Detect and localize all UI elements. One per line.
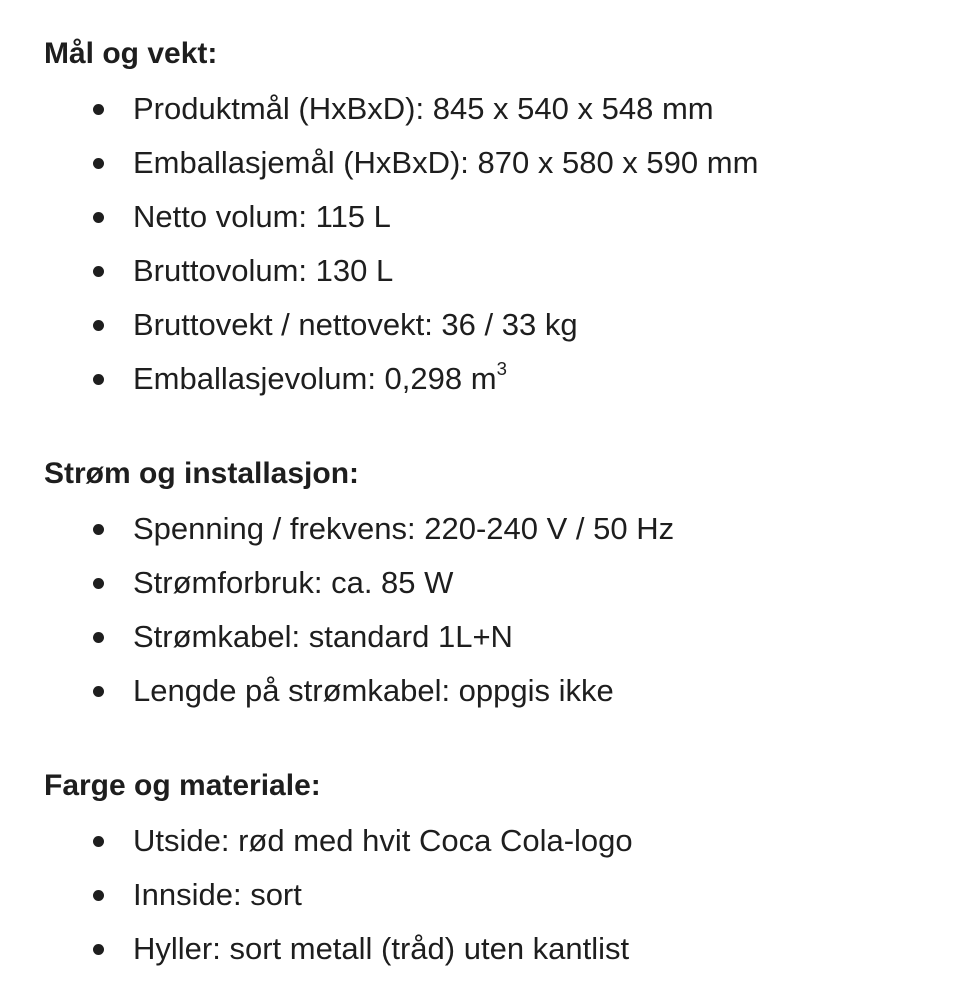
item-text: Bruttovekt / nettovekt: 36 / 33 kg: [133, 307, 578, 342]
item-text: Innside: sort: [133, 877, 302, 912]
list-item: [44, 136, 960, 190]
item-text: Utside: rød med hvit Coca Cola-logo: [133, 823, 633, 858]
section-color-material: [44, 762, 960, 976]
list-item: [44, 298, 960, 352]
list-item: [44, 82, 960, 136]
section-title: Strøm og installasjon:: [44, 457, 360, 490]
spec-list: [44, 502, 960, 718]
list-item: [44, 244, 960, 298]
list-item: [44, 922, 960, 976]
item-text: Hyller: sort metall (tråd) uten kantlist: [133, 931, 630, 966]
item-text: Emballasjevolum: 0,298 m: [133, 361, 497, 396]
item-text: Netto volum: 115 L: [133, 199, 391, 234]
bullet-icon: [93, 158, 104, 169]
section-power-installation: [44, 450, 960, 718]
bullet-icon: [93, 320, 104, 331]
list-item: [44, 556, 960, 610]
list-item: [44, 868, 960, 922]
bullet-icon: [93, 686, 104, 697]
spec-list: [44, 82, 960, 406]
list-item: [44, 502, 960, 556]
bullet-icon: [93, 374, 104, 385]
item-text: Bruttovolum: 130 L: [133, 253, 394, 288]
bullet-icon: [93, 836, 104, 847]
bullet-icon: [93, 104, 104, 115]
list-item: [44, 352, 960, 406]
item-text: Spenning / frekvens: 220-240 V / 50 Hz: [133, 511, 675, 546]
item-text: Produktmål (HxBxD): 845 x 540 x 548 mm: [133, 91, 714, 126]
list-item: [44, 814, 960, 868]
section-dimensions-weight: [44, 30, 960, 406]
item-text: Emballasjemål (HxBxD): 870 x 580 x 590 mm: [133, 145, 759, 180]
list-item: [44, 190, 960, 244]
spec-list: [44, 814, 960, 976]
item-text: Strømforbruk: ca. 85 W: [133, 565, 454, 600]
bullet-icon: [93, 890, 104, 901]
section-title: Mål og vekt:: [44, 37, 218, 70]
list-item: [44, 664, 960, 718]
bullet-icon: [93, 578, 104, 589]
bullet-icon: [93, 944, 104, 955]
list-item: [44, 610, 960, 664]
bullet-icon: [93, 524, 104, 535]
section-title: Farge og materiale:: [44, 769, 321, 802]
bullet-icon: [93, 632, 104, 643]
item-text: Strømkabel: standard 1L+N: [133, 619, 513, 654]
bullet-icon: [93, 266, 104, 277]
item-text: Lengde på strømkabel: oppgis ikke: [133, 673, 614, 708]
bullet-icon: [93, 212, 104, 223]
superscript-three: 3: [496, 358, 507, 380]
